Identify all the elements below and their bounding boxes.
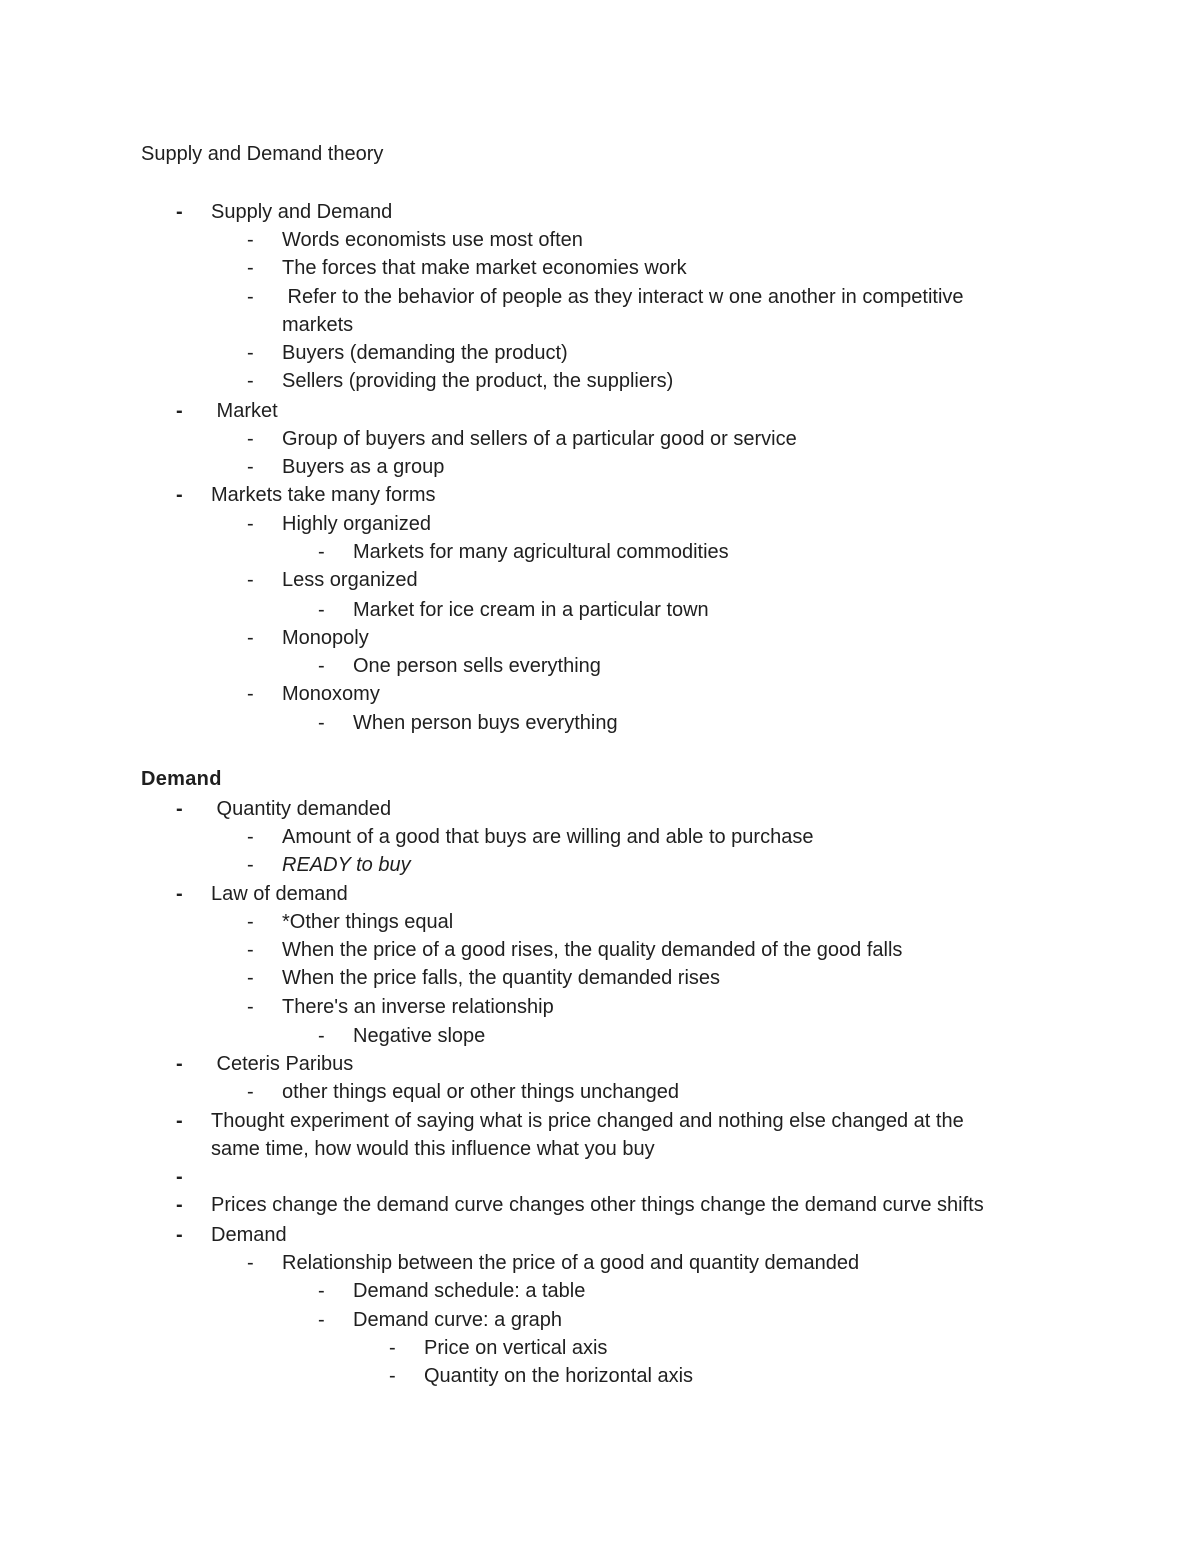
- list-item-text: Sellers (providing the product, the suppliers): [282, 370, 674, 392]
- list-item-text: Buyers (demanding the product): [282, 342, 568, 364]
- list-item-text: Law of demand: [211, 883, 348, 905]
- list-item-text: Demand curve: a graph: [353, 1309, 563, 1331]
- list-item-text: READY to buy: [282, 854, 411, 876]
- bullet: -: [247, 939, 254, 961]
- bullet: -: [247, 826, 254, 848]
- list-item-text: Monoxomy: [282, 683, 380, 705]
- list-item-text: Markets take many forms: [211, 484, 436, 506]
- list-item-text: same time, how would this influence what you buy: [211, 1138, 655, 1160]
- bullet: -: [176, 1166, 183, 1188]
- list-item-text: Prices change the demand curve changes other things change the demand curve shifts: [211, 1194, 984, 1216]
- bullet: -: [247, 569, 254, 591]
- list-item-text: Buyers as a group: [282, 456, 445, 478]
- bullet: -: [318, 599, 325, 621]
- list-item-text: Refer to the behavior of people as they interact w one another in competitive: [282, 286, 964, 308]
- list-item-text: Demand schedule: a table: [353, 1280, 586, 1302]
- bullet: -: [318, 655, 325, 677]
- bullet: -: [247, 1081, 254, 1103]
- list-item-text: Market: [211, 400, 278, 422]
- list-item-text: markets: [282, 314, 354, 336]
- bullet: -: [247, 854, 254, 876]
- list-item-text: When the price falls, the quantity demanded rises: [282, 967, 721, 989]
- list-item-text: other things equal or other things unchanged: [282, 1081, 679, 1103]
- list-item-text: Markets for many agricultural commodities: [353, 541, 729, 563]
- bullet: -: [176, 201, 183, 223]
- bullet: -: [247, 229, 254, 251]
- list-item-text: *Other things equal: [282, 911, 454, 933]
- bullet: -: [176, 798, 183, 820]
- bullet: -: [318, 1309, 325, 1331]
- bullet: -: [247, 1252, 254, 1274]
- bullet: -: [247, 456, 254, 478]
- list-item-text: One person sells everything: [353, 655, 601, 677]
- bullet: -: [247, 428, 254, 450]
- list-item-text: Amount of a good that buys are willing and able to purchase: [282, 826, 814, 848]
- list-item-text: Negative slope: [353, 1025, 486, 1047]
- list-item-text: Thought experiment of saying what is price changed and nothing else changed at the: [211, 1110, 964, 1132]
- bullet: -: [247, 342, 254, 364]
- list-item-text: Demand: [211, 1224, 287, 1246]
- list-item-text: Supply and Demand: [211, 201, 393, 223]
- bullet: -: [247, 513, 254, 535]
- bullet: -: [247, 683, 254, 705]
- bullet: -: [176, 400, 183, 422]
- bullet: -: [318, 712, 325, 734]
- bullet: -: [176, 484, 183, 506]
- bullet: -: [247, 627, 254, 649]
- list-item-text: Highly organized: [282, 513, 431, 535]
- bullet: -: [176, 1194, 183, 1216]
- list-item-text: Relationship between the price of a good and quantity demanded: [282, 1252, 860, 1274]
- bullet: -: [247, 286, 254, 308]
- bullet: -: [247, 257, 254, 279]
- list-item-text: Market for ice cream in a particular town: [353, 599, 709, 621]
- list-item-text: Less organized: [282, 569, 418, 591]
- bullet: -: [247, 911, 254, 933]
- section-heading-demand: Demand: [141, 768, 222, 790]
- list-item-text: Quantity demanded: [211, 798, 392, 820]
- bullet: -: [318, 1025, 325, 1047]
- bullet: -: [247, 967, 254, 989]
- list-item-text: When person buys everything: [353, 712, 618, 734]
- bullet: -: [389, 1337, 396, 1359]
- list-item-text: Price on vertical axis: [424, 1337, 608, 1359]
- list-item-text: There's an inverse relationship: [282, 996, 554, 1018]
- bullet: -: [247, 370, 254, 392]
- bullet: -: [318, 1280, 325, 1302]
- list-item-text: Words economists use most often: [282, 229, 583, 251]
- list-item-text: When the price of a good rises, the quality demanded of the good falls: [282, 939, 903, 961]
- bullet: -: [176, 1110, 183, 1132]
- bullet: -: [247, 996, 254, 1018]
- bullet: -: [176, 883, 183, 905]
- list-item-text: The forces that make market economies work: [282, 257, 687, 279]
- list-item-text: Quantity on the horizontal axis: [424, 1365, 694, 1387]
- bullet: -: [176, 1053, 183, 1075]
- list-item-text: Monopoly: [282, 627, 369, 649]
- bullet: -: [389, 1365, 396, 1387]
- list-item-text: Group of buyers and sellers of a particular good or service: [282, 428, 797, 450]
- bullet: -: [176, 1224, 183, 1246]
- bullet: -: [318, 541, 325, 563]
- list-item-text: Ceteris Paribus: [211, 1053, 354, 1075]
- document-title: Supply and Demand theory: [141, 143, 384, 165]
